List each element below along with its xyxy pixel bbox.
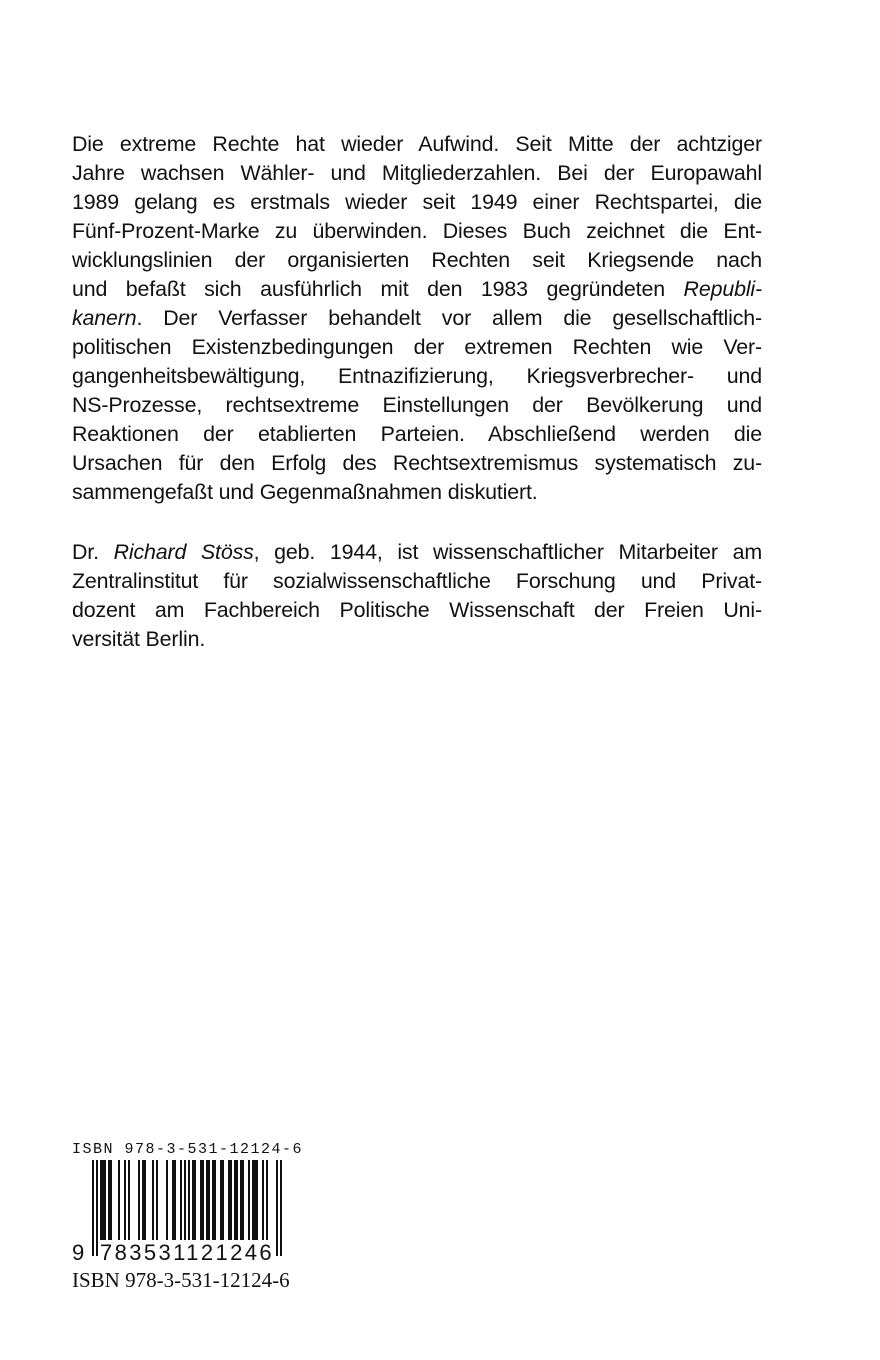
barcode-bar (228, 1160, 232, 1244)
author-name: Richard Stöss (113, 540, 254, 564)
blurb-line-with-italic (72, 275, 762, 304)
barcode-guard-bar (280, 1160, 282, 1256)
author-line: versität Berlin. (72, 627, 206, 651)
author-line-text: , geb. 1944, ist wissenschaftlicher Mitarbeiter am (253, 540, 762, 564)
barcode-bar (138, 1160, 140, 1244)
italic-party-name: Republi- (683, 277, 762, 301)
barcode-bar (152, 1160, 154, 1244)
isbn-label-top: ISBN 978-3-531-12124-6 (72, 1141, 304, 1158)
barcode-bar (252, 1160, 258, 1244)
blurb-line-text: und befaßt sich ausführlich mit den 1983 gegründeten (72, 277, 665, 301)
author-line (72, 538, 762, 567)
blurb-line: 1989 gelang es erstmals wieder seit 1949 einer Rechtspartei, die (72, 190, 762, 214)
barcode-bar (262, 1160, 264, 1244)
barcode-bar (192, 1160, 196, 1244)
barcode-bar (212, 1160, 216, 1244)
barcode-bar (124, 1160, 126, 1244)
barcode-bar (142, 1160, 146, 1244)
barcode-bar (200, 1160, 204, 1244)
barcode-bar (128, 1160, 130, 1244)
barcode-bar (166, 1160, 168, 1244)
blurb-line: sammengefaßt und Gegenmaßnahmen diskutiert. (72, 480, 538, 504)
author-paragraph (72, 538, 762, 654)
barcode-bar (118, 1160, 120, 1244)
barcode-bar (100, 1160, 106, 1244)
ean-digits: 783531121246 (100, 1240, 274, 1265)
author-prefix: Dr. (72, 540, 114, 564)
blurb-line: Ursachen für den Erfolg des Rechtsextremismus systematisch zu- (72, 451, 762, 475)
barcode-bar (248, 1160, 250, 1244)
blurb-line: NS-Prozesse, rechtsextreme Einstellungen der Bevölkerung und (72, 393, 762, 417)
italic-party-name-cont: kanern (72, 306, 137, 330)
blurb-line-with-italic (72, 304, 762, 333)
blurb-line: Fünf-Prozent-Marke zu überwinden. Dieses Buch zeichnet die Ent- (72, 219, 762, 243)
blurb-line: Reaktionen der etablierten Parteien. Abschließend werden die (72, 422, 762, 446)
barcode-bar (206, 1160, 210, 1244)
blurb-line: gangenheitsbewältigung, Entnazifizierung, Kriegsverbrecher- und (72, 364, 762, 388)
ean-first-digit: 9 (72, 1240, 85, 1265)
blurb-line: politischen Existenzbedingungen der extremen Rechten wie Ver- (72, 335, 762, 359)
barcode-bar (266, 1160, 268, 1244)
blurb-line: wicklungslinien der organisierten Rechten seit Kriegsende nach (72, 248, 762, 272)
barcode-bar (220, 1160, 224, 1244)
author-line: Zentralinstitut für sozialwissenschaftliche Forschung und Privat- (72, 569, 762, 593)
barcode-bar (172, 1160, 176, 1244)
barcode-bar (240, 1160, 244, 1244)
isbn-label-bottom: ISBN 978-3-531-12124-6 (72, 1268, 290, 1292)
barcode-guard-bar (92, 1160, 94, 1256)
barcode-bar (180, 1160, 182, 1244)
blurb-line-text: . Der Verfasser behandelt vor allem die gesellschaftlich- (136, 306, 762, 330)
blurb-line: Jahre wachsen Wähler- und Mitgliederzahlen. Bei der Europawahl (72, 161, 762, 185)
barcode-guard-bar (276, 1160, 278, 1256)
barcode-bar (108, 1160, 112, 1244)
blurb-paragraph (72, 130, 762, 507)
blurb-line: Die extreme Rechte hat wieder Aufwind. Seit Mitte der achtziger (72, 132, 762, 156)
barcode-bar (234, 1160, 238, 1244)
barcode-bar (156, 1160, 158, 1244)
author-line: dozent am Fachbereich Politische Wissenschaft der Freien Uni- (72, 598, 762, 622)
